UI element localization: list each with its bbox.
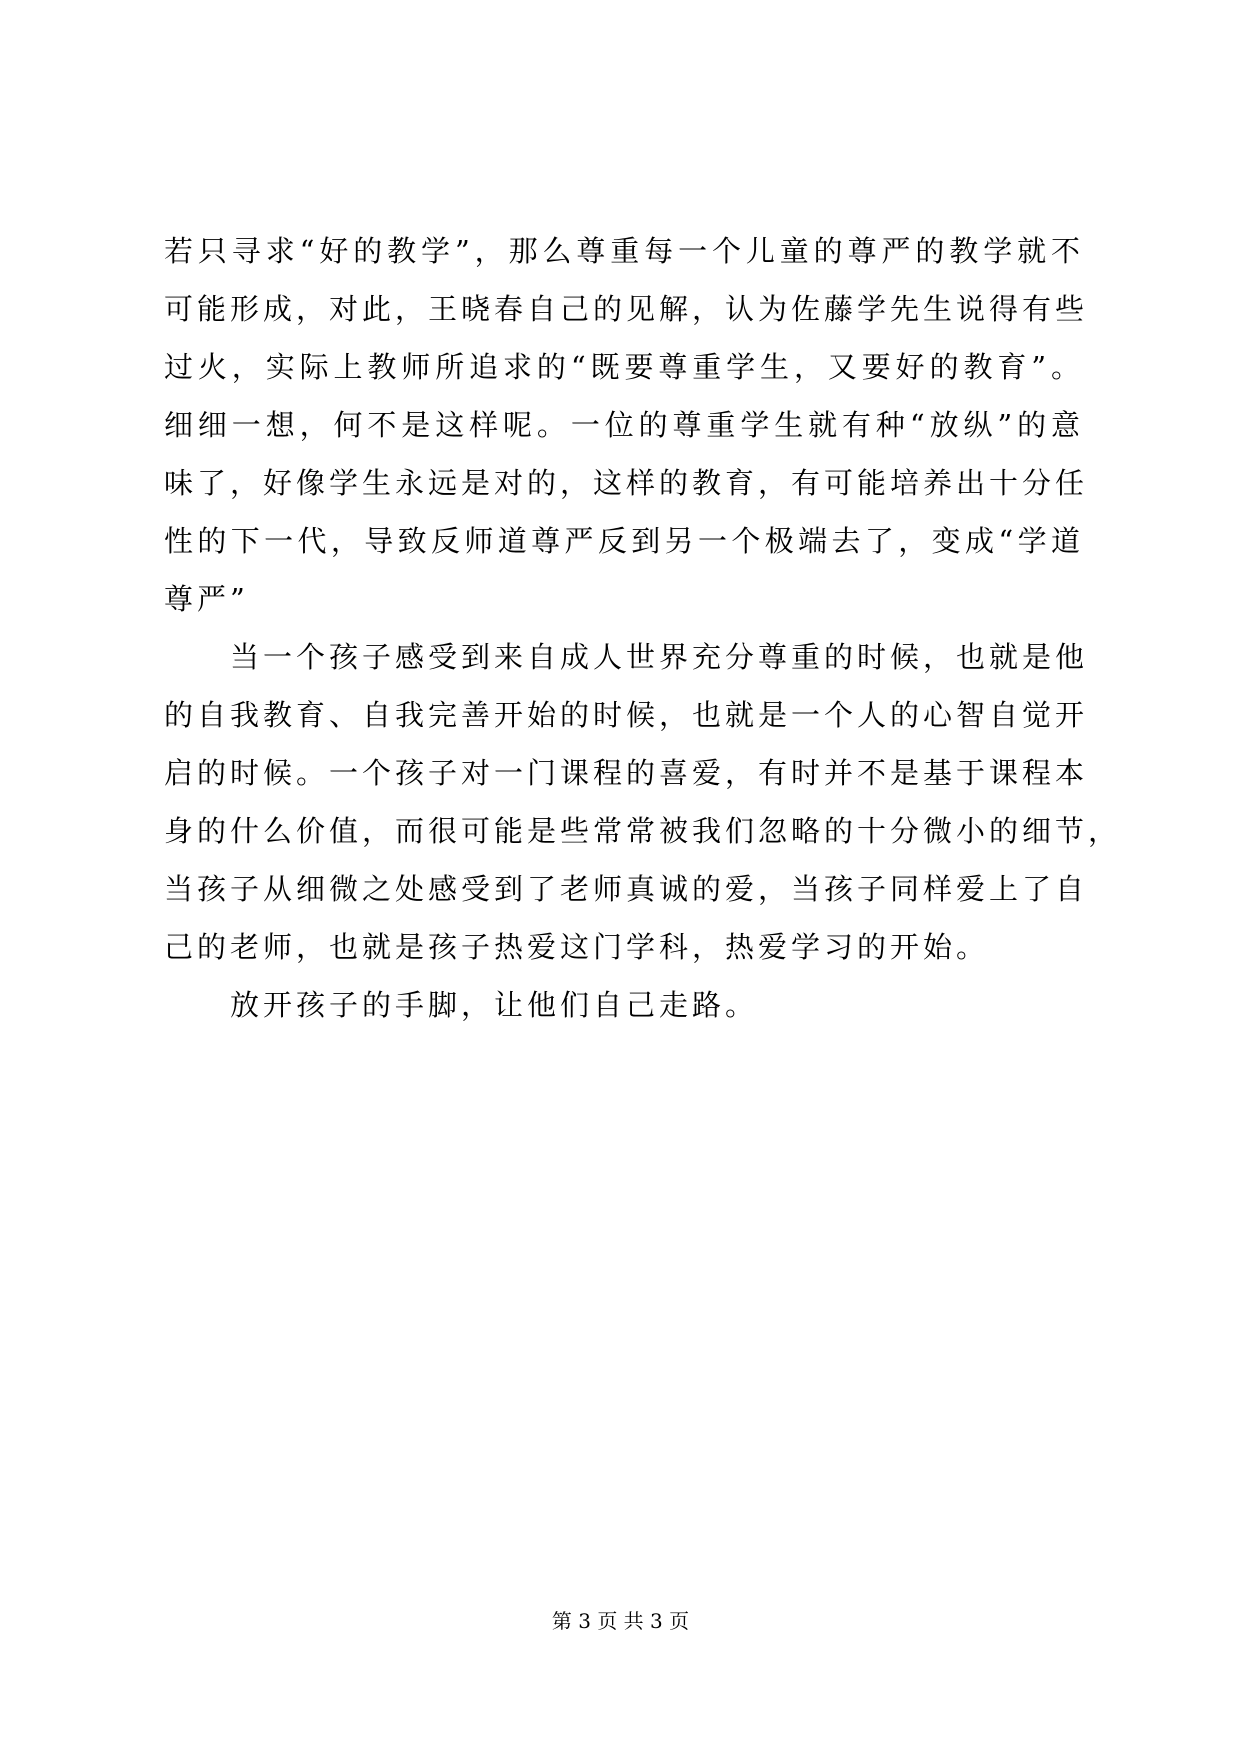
text-line: 放开孩子的手脚，让他们自己走路。	[230, 988, 759, 1022]
text-line: 过火，实际上教师所追求的“既要尊重学生，又要好的教育”。	[164, 350, 1084, 384]
text-line: 启的时候。一个孩子对一门课程的喜爱，有时并不是基于课程本	[164, 756, 1089, 790]
document-body	[164, 222, 1122, 1034]
paragraph-3	[164, 976, 1084, 1034]
text-line: 当孩子从细微之处感受到了老师真诚的爱，当孩子同样爱上了自	[164, 872, 1089, 906]
text-line: 当一个孩子感受到来自成人世界充分尊重的时候，也就是他	[230, 640, 1089, 674]
text-line: 细细一想，何不是这样呢。一位的尊重学生就有种“放纵”的意	[164, 408, 1084, 442]
paragraph-1	[164, 222, 1089, 628]
paragraph-2	[164, 628, 1122, 976]
text-line: 的自我教育、自我完善开始的时候，也就是一个人的心智自觉开	[164, 698, 1089, 732]
page-number-label: 第 3 页 共 3 页	[551, 1609, 690, 1633]
page-footer	[0, 1607, 1241, 1635]
text-line: 味了，好像学生永远是对的，这样的教育，有可能培养出十分任	[164, 466, 1089, 500]
text-line: 若只寻求“好的教学”，那么尊重每一个儿童的尊严的教学就不	[164, 234, 1084, 268]
text-line: 尊严”	[164, 582, 249, 616]
text-line: 性的下一代，导致反师道尊严反到另一个极端去了，变成“学道	[164, 524, 1084, 558]
text-line: 身的什么价值，而很可能是些常常被我们忽略的十分微小的细节，	[164, 814, 1122, 848]
text-line: 可能形成，对此，王晓春自己的见解，认为佐藤学先生说得有些	[164, 292, 1089, 326]
text-line: 己的老师，也就是孩子热爱这门学科，热爱学习的开始。	[164, 930, 990, 964]
